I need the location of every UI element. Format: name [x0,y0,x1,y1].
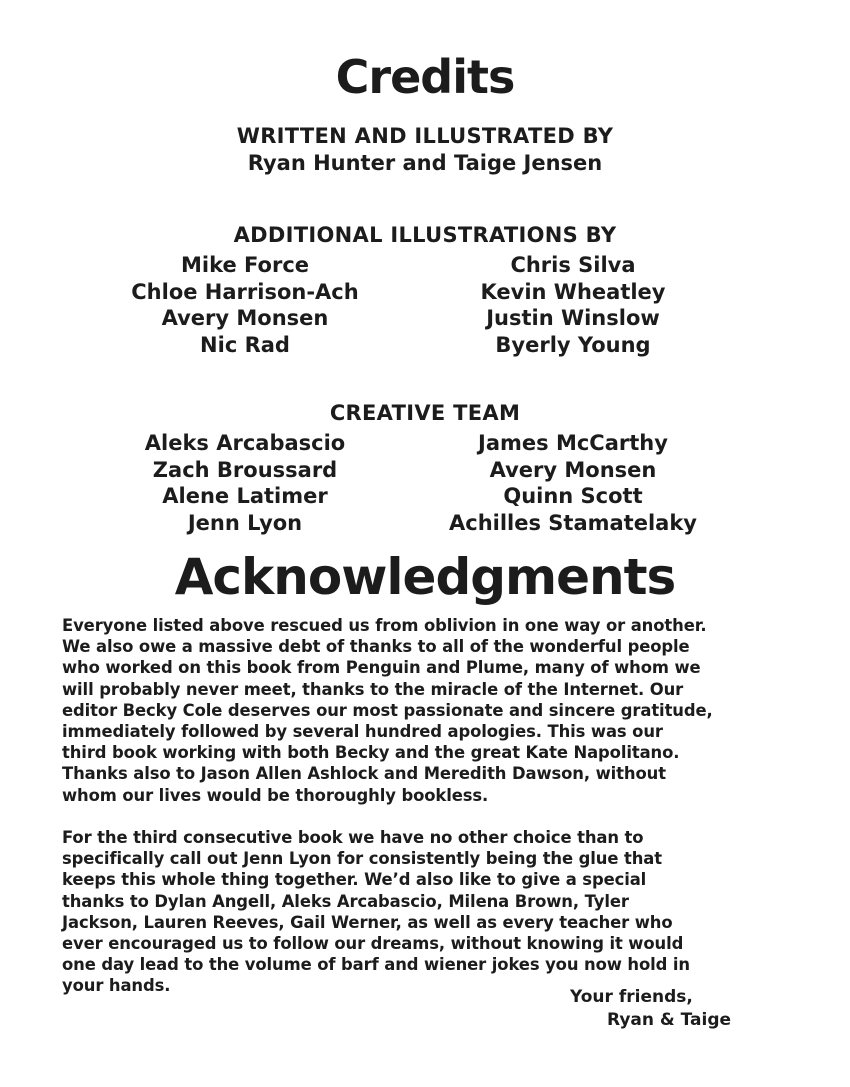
text-line: Everyone listed above rescued us from oblivion in one way or another. [62,616,707,635]
text-line: ever encouraged us to follow our dreams, without knowing it would [62,934,684,954]
credits-title: Credits [335,50,515,104]
list-item: Avery Monsen [161,306,329,331]
text-line: Thanks also to Jason Allen Ashlock and Meredith Dawson, without [62,764,666,784]
signoff: Your friends, [570,987,693,1007]
additional-heading: ADDITIONAL ILLUSTRATIONS BY [233,223,617,247]
list-item: Mike Force [180,253,310,277]
text-line: immediately followed by several hundred apologies. This was our [62,722,663,742]
list-item: Achilles Stamatelaky [449,511,697,536]
list-item: Justin Winslow [486,306,660,331]
text-line: thanks to Dylan Angell, Aleks Arcabascio, Milena Brown, Tyler [62,891,629,911]
text-line: We also owe a massive debt of thanks to all of the wonderful people [62,637,690,657]
additional-right-list [423,252,723,359]
text-line: your hands. [62,976,171,996]
acknowledgments-paragraph-2 [62,827,802,997]
text-line: editor Becky Cole deserves our most passionate and sincere gratitude, [62,700,713,720]
written-names: Ryan Hunter and Taige Jensen [247,151,603,175]
list-item: Quinn Scott [503,484,643,509]
text-line: For the third consecutive book we have no other choice than to [62,828,644,847]
text-line: whom our lives would be thoroughly bookless. [62,785,489,805]
list-item: Nic Rad [200,333,290,358]
list-item: Byerly Young [495,333,651,358]
additional-left-list [95,252,395,359]
text-line: one day lead to the volume of barf and wiener jokes you now hold in [62,955,690,975]
text-line: keeps this whole thing together. We’d also like to give a special [62,870,647,890]
text-line: specifically call out Jenn Lyon for consistently being the glue that [62,849,662,869]
list-item: James McCarthy [478,431,668,455]
list-item: Kevin Wheatley [480,279,666,304]
text-line: Jackson, Lauren Reeves, Gail Werner, as well as every teacher who [62,912,673,932]
creative-right-list [423,430,723,537]
list-item: Chris Silva [510,253,636,277]
list-item: Alene Latimer [162,484,328,509]
list-item: Aleks Arcabascio [144,431,346,455]
acknowledgments-title: Acknowledgments [174,548,676,606]
list-item: Zach Broussard [152,457,338,482]
list-item: Avery Monsen [489,457,657,482]
acknowledgments-paragraph-1 [62,615,802,806]
creative-heading: CREATIVE TEAM [329,401,521,425]
text-line: will probably never meet, thanks to the miracle of the Internet. Our [62,679,684,699]
list-item: Jenn Lyon [187,511,303,536]
creative-left-list [95,430,395,537]
text-line: who worked on this book from Penguin and Plume, many of whom we [62,658,701,678]
text-line: third book working with both Becky and the great Kate Napolitano. [62,743,680,763]
written-heading: WRITTEN AND ILLUSTRATED BY [236,124,614,148]
signature: Ryan & Taige [607,1010,732,1030]
list-item: Chloe Harrison-Ach [131,279,359,304]
